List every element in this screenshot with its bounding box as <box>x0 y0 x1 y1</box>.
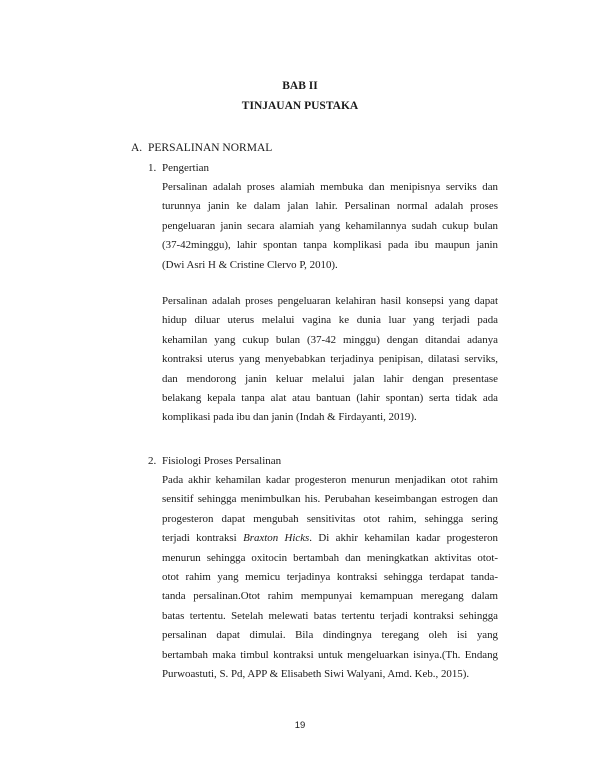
text-line: komplikasi pada ibu dan janin (Indah & Firdayanti, 2019). <box>162 411 417 424</box>
italic-term: Braxton Hicks <box>243 532 310 545</box>
subsection-heading <box>148 455 281 467</box>
text-line: Purwoastuti, S. Pd, APP & Elisabeth Siwi Walyani, Amd. Keb., 2015). <box>162 668 470 681</box>
text-line: hidup diluar uterus melalui vagina ke dunia luar yang terjadi pada <box>162 314 498 327</box>
paragraph <box>162 292 498 428</box>
text-line: turunnya janin ke dalam jalan lahir. Persalinan normal adalah proses <box>162 200 498 213</box>
subsection-heading <box>148 162 209 174</box>
text-line: (Dwi Asri H & Cristine Clervo P, 2010). <box>162 258 338 271</box>
section-letter: A. <box>131 142 143 154</box>
text-line: Persalinan adalah proses alamiah membuka dan menipisnya serviks dan <box>162 181 498 193</box>
subsection-title: Fisiologi Proses Persalinan <box>162 455 282 467</box>
text-line: kehamilan yang cukup bulan (37-42 minggu) dengan ditandai adanya <box>162 333 498 346</box>
text-line: (37-42minggu), lahir spontan tanpa komplikasi pada ibu maupun janin <box>162 239 498 252</box>
subsection-number: 1. <box>148 162 157 174</box>
text-line: sensitif sehingga menimbulkan his. Perubahan keseimbangan estrogen dan <box>162 493 498 506</box>
text-line: kontraksi uterus yang menyebabkan terjadinya penipisan, dilatasi serviks, <box>162 353 498 366</box>
text-line: tanda persalinan.Otot rahim mempunyai kemampuan meregang dalam <box>162 590 498 603</box>
page-number: 19 <box>294 720 306 731</box>
chapter-title: TINJAUAN PUSTAKA <box>241 100 359 112</box>
text-line: persalinan dapat dimulai. Bila dindingnya teregang oleh isi yang <box>162 629 498 642</box>
text-line: menurun sehingga oxitocin bertambah dan meningkatkan aktivitas otot- <box>162 551 498 564</box>
text-line: otot rahim yang memicu terjadinya kontraksi sehingga terdapat tanda- <box>162 571 498 584</box>
text-line: batas tertentu. Setelah melewati batas tertentu terjadi kontraksi sehingga <box>162 609 498 622</box>
section-title: PERSALINAN NORMAL <box>148 142 273 154</box>
section-heading <box>131 142 272 154</box>
text-line <box>162 529 498 548</box>
subsection-number: 2. <box>148 455 157 467</box>
text-line: progesteron dapat mengubah sensitivitas otot rahim, sehingga sering <box>162 512 498 525</box>
text-line: bertambah maka timbul kontraksi untuk mengeluarkan isinya.(Th. Endang <box>162 648 498 661</box>
text-line: pengeluaran janin secara alamiah yang kehamilannya sudah cukup bulan <box>162 219 498 232</box>
subsection-title: Pengertian <box>162 162 210 174</box>
paragraph <box>162 178 498 275</box>
text-line: Persalinan adalah proses pengeluaran kelahiran hasil konsepsi yang dapat <box>162 295 498 307</box>
text-line: dan mendorong janin keluar melalui jalan lahir dengan presentase <box>162 372 498 385</box>
chapter-number: BAB II <box>282 80 318 92</box>
text-line: Pada akhir kehamilan kadar progesteron menurun menjadikan otot rahim <box>162 474 498 486</box>
text-line: belakang kepala tanpa alat atau bantuan (lahir spontan) serta tidak ada <box>162 392 498 405</box>
paragraph <box>162 471 498 684</box>
text-run: terjadi kontraksi <box>162 532 244 545</box>
text-run: . Di akhir kehamilan kadar progesteron <box>309 532 499 545</box>
